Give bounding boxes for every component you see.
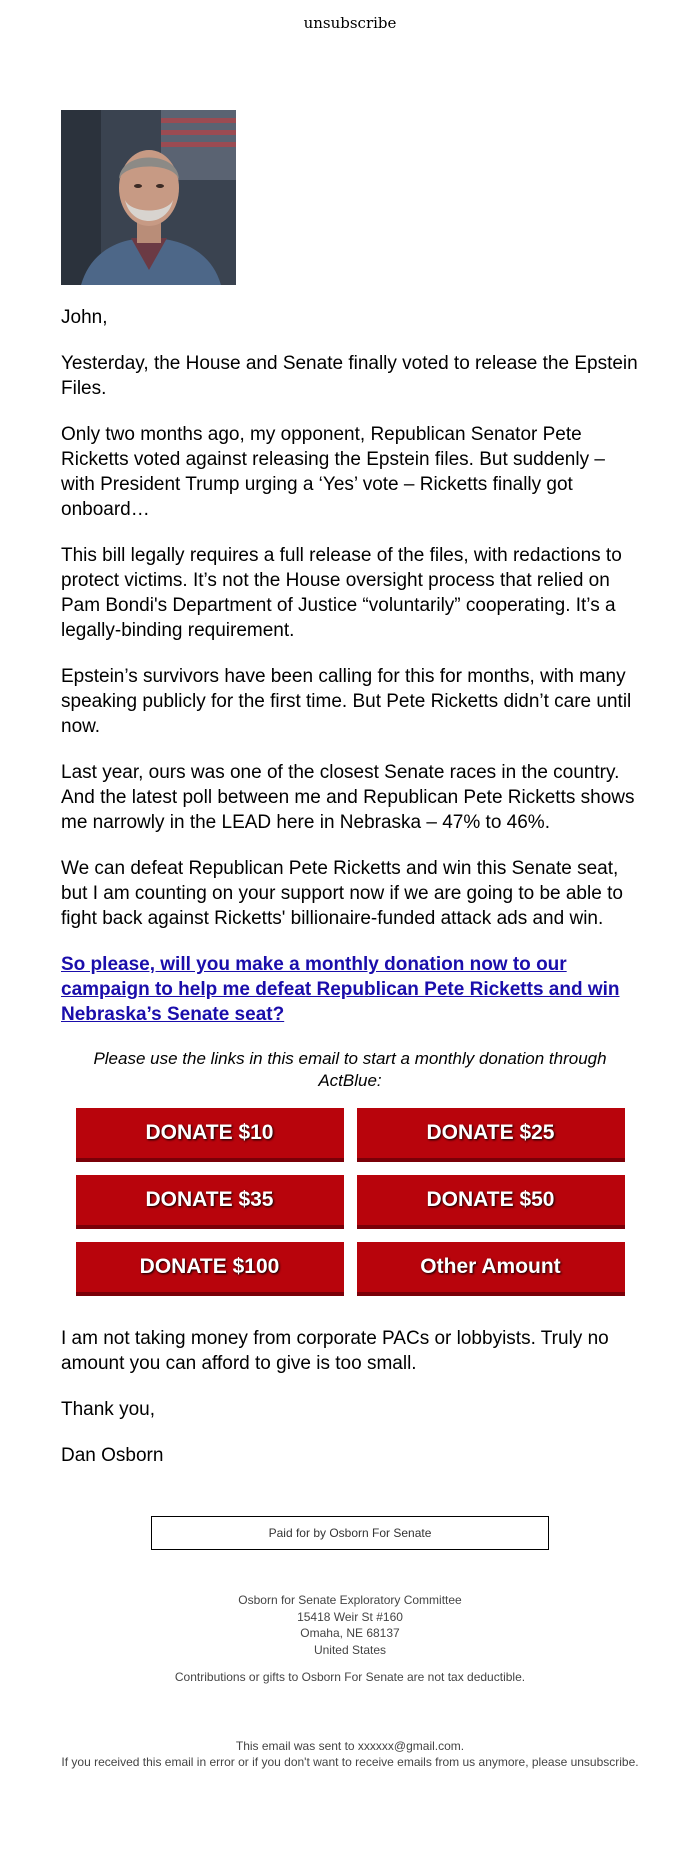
address-line: United States	[313, 1642, 387, 1657]
donate-25-button[interactable]: DONATE $25	[357, 1108, 625, 1162]
donate-10-button[interactable]: DONATE $10	[76, 1108, 344, 1162]
paid-for-disclaimer: Paid for by Osborn For Senate	[151, 1516, 549, 1550]
paragraph: Yesterday, the House and Senate finally voted to release the Epstein Files.	[61, 353, 638, 399]
donation-cta-link[interactable]: So please, will you make a monthly donation now to our campaign to help me defeat Republican Pete Ricketts and win Nebraska’s Senate seat?	[61, 954, 620, 1025]
sent-to: This email was sent to xxxxxx@gmail.com.	[235, 1739, 465, 1753]
donate-50-button[interactable]: DONATE $50	[357, 1175, 625, 1229]
address-line: Omaha, NE 68137	[300, 1626, 400, 1640]
address-line: Osborn for Senate Exploratory Committee	[238, 1593, 462, 1607]
portrait-image	[61, 110, 236, 285]
donate-button-grid	[61, 1108, 639, 1296]
salutation: John,	[61, 307, 108, 328]
email-footer	[0, 1516, 700, 1770]
donate-100-button[interactable]: DONATE $100	[76, 1242, 344, 1296]
tax-note: Contributions or gifts to Osborn For Senate are not tax deductible.	[174, 1670, 526, 1684]
donate-other-amount-button[interactable]: Other Amount	[357, 1242, 625, 1296]
signature: Dan Osborn	[61, 1445, 164, 1466]
paragraph: Last year, ours was one of the closest Senate races in the country. And the latest poll between me and Republican Pete Ricketts shows me narrowly in the LEAD here in Nebraska – 47% to 46%.	[61, 762, 635, 833]
error-note[interactable]: If you received this email in error or if you don't want to receive emails from us anymore, please unsubscribe.	[61, 1755, 639, 1769]
paragraph: This bill legally requires a full release of the files, with redactions to protect victims. It’s not the House oversight process that relied on Pam Bondi's Department of Justice “voluntarily” cooperating. It’s a legally-binding requirement.	[61, 545, 622, 641]
email-body	[0, 44, 700, 1468]
donate-note: Please use the links in this email to start a monthly donation through ActBlue:	[93, 1049, 607, 1090]
unsubscribe-link[interactable]: unsubscribe	[303, 14, 397, 32]
donate-35-button[interactable]: DONATE $35	[76, 1175, 344, 1229]
committee-address	[0, 1592, 700, 1658]
candidate-photo	[61, 110, 236, 285]
paragraph: Epstein’s survivors have been calling for this for months, with many speaking publicly for the first time. But Pete Ricketts didn’t care until now.	[61, 666, 632, 737]
address-line: 15418 Weir St #160	[297, 1609, 403, 1624]
closing-paragraph: I am not taking money from corporate PACs or lobbyists. Truly no amount you can afford to give is too small.	[61, 1328, 609, 1374]
paragraph: We can defeat Republican Pete Ricketts and win this Senate seat, but I am counting on your support now if we are going to be able to fight back against Ricketts' billionaire-funded attack ads and win.	[61, 858, 623, 929]
paragraph: Only two months ago, my opponent, Republican Senator Pete Ricketts voted against releasing the Epstein files. But suddenly – with President Trump urging a ‘Yes’ vote – Ricketts finally got onboard…	[61, 424, 605, 520]
signoff: Thank you,	[61, 1399, 155, 1420]
sent-info	[0, 1738, 700, 1770]
